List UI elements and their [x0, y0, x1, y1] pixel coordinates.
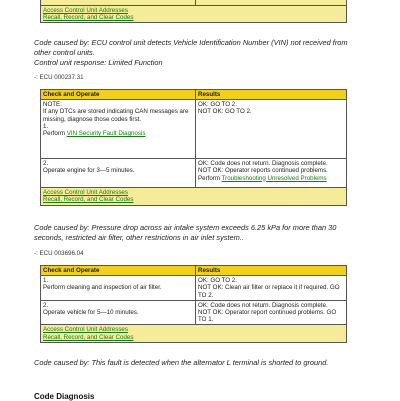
section1-cause-text	[34, 38, 364, 68]
result-ok: OK: GO TO 2.	[198, 277, 237, 285]
result-ok: OK: Code does not return. Diagnosis complete.	[198, 301, 328, 309]
result-ok: OK: Code does not return. Diagnosis complete.	[198, 160, 328, 168]
step-number: 1.	[43, 277, 49, 285]
note-label: NOTE:	[43, 101, 62, 109]
section1-ecu-code: -: ECU 000237.31	[34, 74, 84, 81]
access-control-unit-addresses-link[interactable]: Access Control Unit Addresses	[43, 326, 128, 334]
result-ok: OK: GO TO 2.	[198, 101, 237, 109]
step-text: Perform cleaning and inspection of air filter.	[43, 284, 162, 292]
step-number: 2.	[43, 160, 49, 168]
top-diagnostic-table	[40, 0, 347, 23]
results-header: Results	[196, 266, 347, 276]
perform-label: Perform	[43, 130, 66, 138]
result-not-ok: NOT OK: Operator reports continued problems.	[198, 167, 328, 175]
step-number: 2.	[43, 301, 49, 309]
section2-row1-results	[196, 276, 347, 301]
section3-cause-text: Code caused by: This fault is detected when the alternator L terminal is shorted to ground.	[34, 358, 329, 367]
section2-row2-results	[196, 300, 347, 325]
section1-diagnostic-table	[40, 89, 347, 206]
top-table-links	[41, 6, 347, 23]
section2-diagnostic-table	[40, 265, 347, 343]
section2-row2-check	[41, 300, 196, 325]
step-number: 1.	[43, 122, 49, 130]
section1-row2-results	[196, 159, 347, 188]
vin-security-fault-diagnosis-link[interactable]: VIN Security Fault Diagnosis	[66, 130, 146, 138]
troubleshooting-unresolved-problems-link[interactable]: Troubleshooting Unresolved Problems	[221, 174, 327, 182]
section2-ecu-code: -: ECU 003696.04	[34, 250, 84, 257]
recall-record-clear-codes-link[interactable]: Recall, Record, and Clear Codes	[43, 333, 134, 341]
section1-row1-check	[41, 100, 196, 159]
access-control-unit-addresses-link[interactable]: Access Control Unit Addresses	[43, 7, 128, 14]
section1-table-links	[41, 188, 347, 205]
result-not-ok: NOT OK: GO TO 2.	[198, 108, 252, 116]
check-operate-header: Check and Operate	[41, 90, 196, 100]
section2-cause-text: Code caused by: Pressure drop across air intake system exceeds 6.25 kPa for more than 30 seconds, restricted air filter, other restrictions in air inlet system..	[34, 223, 337, 242]
step-text: Operate vehicle for 5—10 minutes.	[43, 309, 139, 317]
code-diagnosis-heading: Code Diagnosis	[34, 392, 95, 401]
recall-record-clear-codes-link[interactable]: Recall, Record, and Clear Codes	[43, 196, 134, 204]
section1-row2-check	[41, 159, 196, 188]
recall-record-clear-codes-link[interactable]: Recall, Record, and Clear Codes	[43, 14, 134, 22]
check-operate-header: Check and Operate	[41, 266, 196, 276]
result-not-ok: NOT OK: Clean air filter or replace it if required. GO TO 2.	[198, 284, 340, 299]
section1-row1-results	[196, 100, 347, 159]
step-text: Operate engine for 3—5 minutes.	[43, 167, 135, 175]
section1-cause: Code caused by: ECU control unit detects Vehicle Identification Number (VIN) not received from other control units.	[34, 38, 348, 57]
section2-table-links	[41, 325, 347, 342]
access-control-unit-addresses-link[interactable]: Access Control Unit Addresses	[43, 189, 128, 197]
result-not-ok: NOT OK: Operator report continued problems. GO TO 1.	[198, 309, 337, 324]
section1-response: Control unit response: Limited Function	[34, 58, 163, 67]
note-text: If any DTCs are stored indicating CAN messages are missing, diagnose those codes first.	[43, 108, 189, 123]
section2-row1-check	[41, 276, 196, 301]
perform-label: Perform	[198, 174, 221, 182]
results-header: Results	[196, 90, 347, 100]
